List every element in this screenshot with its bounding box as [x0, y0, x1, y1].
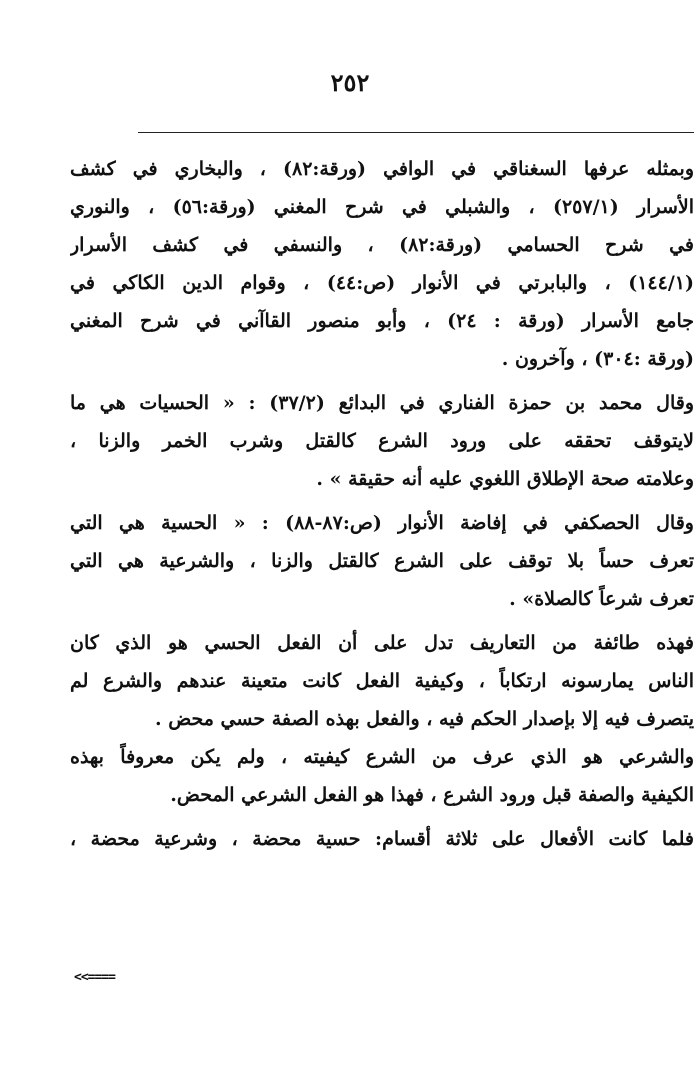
text-line: (١٤٤/١) ، والبابرتي في الأنوار (ص:٤٤) ، وقوام الدين الكاكي في: [70, 272, 694, 294]
paragraph-references: [70, 150, 694, 378]
text-line: (ورقة :٣٠٤) ، وآخرون .: [501, 348, 694, 370]
paragraph-legal-act: [70, 738, 694, 814]
text-line: الأسرار (٢٥٧/١) ، والشبلي في شرح المغني (ورقة:٥٦) ، والنوري: [70, 196, 694, 218]
text-line: وقال محمد بن حمزة الفناري في البدائع (٣٧/٢) : « الحسيات هي ما: [70, 392, 694, 414]
paragraph-haskafi-quote: [70, 504, 694, 618]
text-line: والشرعي هو الذي عرف من الشرع كيفيته ، ولم يكن معروفاً بهذه: [70, 746, 694, 768]
continuation-arrow: <<====: [74, 970, 115, 985]
text-line: فهذه طائفة من التعاريف تدل على أن الفعل الحسي هو الذي كان: [70, 632, 694, 654]
text-line: يتصرف فيه إلا بإصدار الحكم فيه ، والفعل بهذه الصفة حسي محض .: [154, 708, 694, 730]
paragraph-three-categories: [70, 820, 694, 858]
page-number: ٢٥٢: [330, 68, 370, 97]
text-line: وقال الحصكفي في إفاضة الأنوار (ص:٨٧-٨٨) : « الحسية هي التي: [70, 512, 694, 534]
text-line: تعرف شرعاً كالصلاة» .: [509, 588, 694, 610]
header-rule: [138, 132, 694, 133]
text-line: تعرف حساً بلا توقف على الشرع كالقتل والزنا ، والشرعية هي التي: [70, 550, 694, 572]
body-text: [70, 150, 694, 858]
text-line: وعلامته صحة الإطلاق اللغوي عليه أنه حقيقة » .: [316, 468, 694, 490]
paragraph-sensory-act: [70, 624, 694, 738]
text-line: الكيفية والصفة قبل ورود الشرع ، فهذا هو الفعل الشرعي المحض.: [170, 784, 694, 806]
text-line: الناس يمارسونه ارتكاباً ، وكيفية الفعل كانت متعينة عندهم والشرع لم: [70, 670, 694, 692]
text-line: وبمثله عرفها السغناقي في الوافي (ورقة:٨٢) ، والبخاري في كشف: [70, 158, 694, 180]
text-line: فلما كانت الأفعال على ثلاثة أقسام: حسية محضة ، وشرعية محضة ،: [70, 828, 694, 850]
text-line: لايتوقف تحققه على ورود الشرع كالقتل وشرب الخمر والزنا ،: [70, 430, 694, 452]
paragraph-fanari-quote: [70, 384, 694, 498]
text-line: جامع الأسرار (ورقة : ٢٤) ، وأبو منصور القاآني في شرح المغني: [70, 310, 694, 332]
text-line: في شرح الحسامي (ورقة:٨٢) ، والنسفي في كشف الأسرار: [70, 234, 694, 256]
